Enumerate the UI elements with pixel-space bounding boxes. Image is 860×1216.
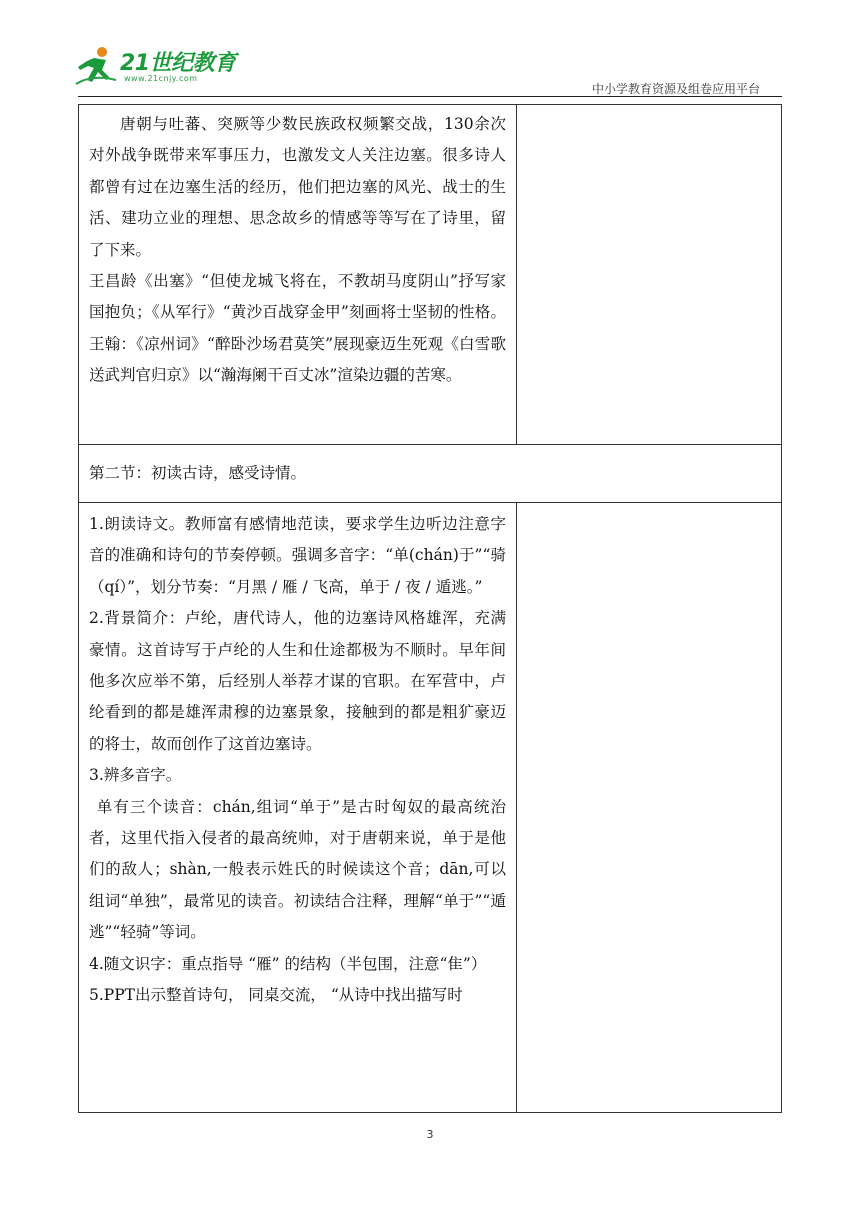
table-cell-notes xyxy=(517,503,782,1113)
platform-name: 中小学教育资源及组卷应用平台 xyxy=(591,82,760,96)
logo-url: www.21cnjy.com xyxy=(124,74,198,83)
page-number: 3 xyxy=(426,1128,434,1141)
table-row xyxy=(79,503,782,1113)
table-cell-notes xyxy=(517,105,782,445)
step-ppt: 5.PPT出示整首诗句， 同桌交流， “从诗中找出描写时 xyxy=(89,986,463,1005)
paragraph-background: 唐朝与吐蕃、突厥等少数民族政权频繁交战，130余次对外战争既带来军事压力，也激发文人关注边塞。很多诗人都曾有过在边塞生活的经历，他们把边塞的风光、战士的生活、建功立业的理想、思念故乡的情感等等写在了诗里，留了下来。 xyxy=(89,115,506,259)
step-polyphones: 3.辨多音字。 xyxy=(89,766,182,785)
step-characters: 4.随文识字：重点指导 “雁” 的结构（半包围，注意“隹”） xyxy=(89,954,487,973)
header-divider xyxy=(78,96,782,97)
logo xyxy=(72,44,262,90)
runner-logo-icon xyxy=(72,44,122,90)
paragraph-examples: 王昌龄《出塞》“但使龙城飞将在，不教胡马度阴山”抒写家国抱负；《从军行》“黄沙百战穿金甲”刻画将士坚韧的性格。王翰：《凉州词》“醉卧沙场君莫笑”展现豪迈生死观《白雪歌送武判官归京》以“瀚海阑干百丈冰”渲染边疆的苦寒。 xyxy=(89,272,506,385)
step-polyphones-detail: 单有三个读音：chán,组词“单于”是古时匈奴的最高统治者，这里代指入侵者的最高统帅，对于唐朝来说，单于是他们的敌人；shàn,一般表示姓氏的时候读这个音；dān,可以组词“单独”，最常见的读音。初读结合注释，理解“单于”“遁逃”“轻骑”等词。 xyxy=(89,797,506,942)
table-cell-content xyxy=(79,503,517,1113)
table-row xyxy=(79,445,782,503)
step-background: 2.背景简介：卢纶，唐代诗人，他的边塞诗风格雄浑，充满豪情。这首诗写于卢纶的人生和仕途都极为不顺时。早年间他多次应举不第，后经别人举荐才谋的官职。在军营中，卢纶看到的都是雄浑肃穆的边塞景象，接触到的都是粗犷豪迈的将士，故而创作了这首边塞诗。 xyxy=(89,609,506,753)
section-heading-cell xyxy=(79,445,782,503)
table-row xyxy=(79,105,782,445)
step-reading: 1.朗读诗文。教师富有感情地范读，要求学生边听边注意字音的准确和诗句的节奏停顿。强调多音字：“单(chán)于”“骑（qí）”，划分节奏：“月黑 / 雁 / 飞高，单于 / 夜 / 遁逃。” xyxy=(89,515,506,596)
lesson-table xyxy=(78,104,782,1113)
table-cell-content xyxy=(79,105,517,445)
section-title: 第二节：初读古诗，感受诗情。 xyxy=(89,464,307,482)
logo-text: 21世纪教育 xyxy=(120,51,236,76)
